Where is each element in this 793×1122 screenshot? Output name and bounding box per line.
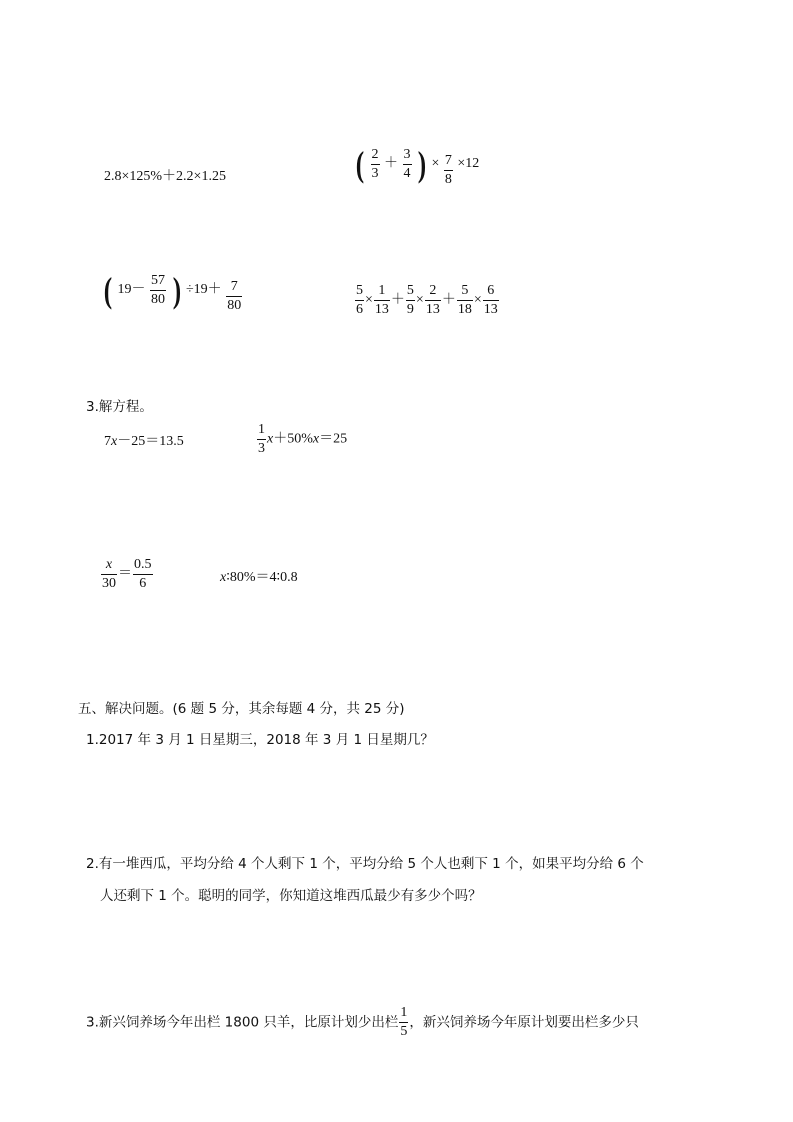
- fraction: $\frac{1}{5}$: [400, 1005, 408, 1039]
- equations-heading: 3.解方程。: [86, 399, 153, 415]
- fraction: $\frac{0.5}{6}$: [134, 557, 152, 591]
- operator: ×: [365, 292, 373, 308]
- right-bracket: ): [172, 270, 181, 310]
- expr-1-text: 2.8×125%＋2.2×1.25: [104, 169, 226, 184]
- equation-1: 7x－25＝13.5: [104, 434, 184, 449]
- fraction: $\frac{1}{3}$: [258, 422, 265, 456]
- question-2-line-2: 人还剩下 1 个。聪明的同学，你知道这堆西瓜最少有多少个吗？: [100, 888, 482, 904]
- left-bracket: (: [355, 144, 365, 184]
- fraction: $\frac{7}{8}$: [444, 152, 452, 187]
- left-bracket: (: [103, 270, 113, 310]
- fraction: $\frac{2}{13}$: [425, 283, 440, 317]
- fraction: $\frac{1}{13}$: [374, 283, 389, 317]
- operator: ＋: [390, 292, 405, 308]
- fraction: $\frac{x}{30}$: [102, 557, 116, 591]
- section-5-title: 五、解决问题。(6 题 5 分，其余每题 4 分，共 25 分): [78, 701, 405, 717]
- question-2-line-1: 2.有一堆西瓜，平均分给 4 个人剩下 1 个，平均分给 5 个人也剩下 1 个，如果平均分给 6 个: [86, 856, 644, 872]
- expr-2: [354, 144, 480, 187]
- equation-2: $\frac{1}{3}$ x＋50%x＝25: [258, 422, 348, 456]
- expr-text: ÷19＋: [186, 282, 222, 298]
- question-1: 1.2017 年 3 月 1 日星期三，2018 年 3 月 1 日星期几？: [86, 732, 434, 748]
- operator: ×: [473, 292, 482, 308]
- fraction: $\frac{7}{80}$: [227, 278, 242, 313]
- right-bracket: ): [417, 144, 427, 184]
- fraction: $\frac{3}{4}$: [403, 146, 411, 181]
- equation-4: x∶80%＝4∶0.8: [220, 570, 298, 585]
- equation-3: $\frac{x}{30}$ ＝ $\frac{0.5}{6}$: [102, 557, 152, 591]
- operator: ＋: [441, 292, 456, 308]
- fraction: $\frac{5}{6}$: [356, 283, 363, 317]
- expr-4: [354, 284, 500, 317]
- expr-3: [102, 270, 243, 313]
- expr-tail: ×12: [457, 156, 480, 172]
- fraction: $\frac{2}{3}$: [371, 146, 379, 181]
- fraction: $\frac{57}{80}$: [151, 272, 165, 307]
- operator: ×: [431, 156, 440, 172]
- fraction: $\frac{5}{18}$: [457, 283, 472, 317]
- operator: ×: [415, 292, 424, 308]
- fraction: $\frac{6}{13}$: [483, 283, 498, 317]
- operator: ＋: [384, 156, 398, 172]
- question-3: 3.新兴饲养场今年出栏 1800 只羊，比原计划少出栏 $\frac{1}{5}$ ，新兴饲养场今年原计划要出栏多少只: [86, 1005, 639, 1039]
- fraction: $\frac{5}{9}$: [406, 283, 414, 317]
- expr-1: [104, 165, 226, 185]
- expr-text: 19－: [117, 282, 146, 298]
